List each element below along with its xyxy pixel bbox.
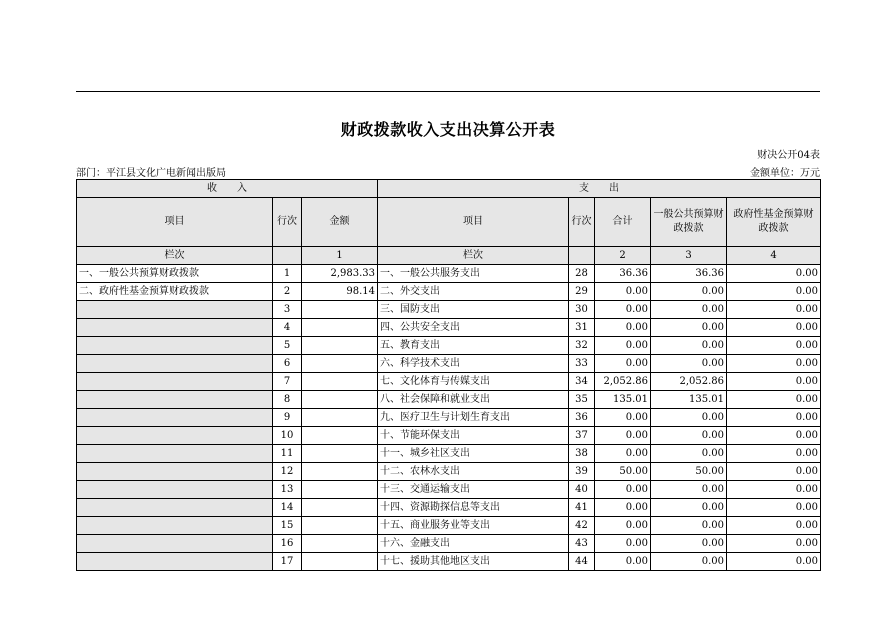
table-row: [77, 301, 821, 319]
expense-general-budget: 0.00: [651, 535, 727, 553]
income-line-no: 1: [273, 265, 302, 283]
expense-line-no: 38: [569, 445, 595, 463]
income-line-no: 12: [273, 463, 302, 481]
table-row: [77, 265, 821, 283]
expense-item: 二、外交支出: [378, 283, 569, 301]
table-row: [77, 481, 821, 499]
table-row: [77, 427, 821, 445]
income-line-no: 8: [273, 391, 302, 409]
expense-general-budget: 50.00: [651, 463, 727, 481]
table-row: [77, 355, 821, 373]
table-row: [77, 535, 821, 553]
income-line-no: 17: [273, 553, 302, 571]
income-line-no: 13: [273, 481, 302, 499]
expense-total: 0.00: [595, 481, 651, 499]
col-number-2: 2: [595, 247, 651, 265]
table-row: [77, 409, 821, 427]
income-amount: [302, 499, 378, 517]
col-label-income: 栏次: [77, 247, 273, 265]
expense-item: 十五、商业服务业等支出: [378, 517, 569, 535]
table-row: [77, 373, 821, 391]
income-line-no: 15: [273, 517, 302, 535]
income-line-header: 行次: [273, 198, 302, 247]
table-row: [77, 499, 821, 517]
header-row-sections: [77, 180, 821, 198]
expense-gov-fund: 0.00: [727, 319, 821, 337]
expense-total: 0.00: [595, 319, 651, 337]
page-title: 财政拨款收入支出决算公开表: [340, 120, 556, 139]
expense-general-budget: 0.00: [651, 355, 727, 373]
expense-line-no: 29: [569, 283, 595, 301]
expense-total: 36.36: [595, 265, 651, 283]
expense-item-header: 项目: [378, 198, 569, 247]
expense-gov-fund: 0.00: [727, 337, 821, 355]
expense-gov-fund: 0.00: [727, 265, 821, 283]
income-amount-header: 金额: [302, 198, 378, 247]
expense-total: 0.00: [595, 499, 651, 517]
expense-line-no: 43: [569, 535, 595, 553]
expense-item: 十一、城乡社区支出: [378, 445, 569, 463]
expense-general-budget: 0.00: [651, 481, 727, 499]
income-amount: [302, 427, 378, 445]
expense-line-no: 32: [569, 337, 595, 355]
income-item: [77, 463, 273, 481]
expense-line-no: 31: [569, 319, 595, 337]
expense-gov-fund: 0.00: [727, 553, 821, 571]
expense-gov-fund: 0.00: [727, 391, 821, 409]
expense-gov-fund: 0.00: [727, 445, 821, 463]
expense-total: 0.00: [595, 553, 651, 571]
table-row: [77, 463, 821, 481]
expense-general-budget: 0.00: [651, 337, 727, 355]
expense-gov-fund: 0.00: [727, 373, 821, 391]
expense-line-no: 34: [569, 373, 595, 391]
income-item: [77, 535, 273, 553]
col-number-1: 1: [302, 247, 378, 265]
header-row-column-numbers: [77, 247, 821, 265]
income-line-no: 4: [273, 319, 302, 337]
expense-line-no: 40: [569, 481, 595, 499]
col-number-3: 3: [651, 247, 727, 265]
income-item: [77, 409, 273, 427]
expense-line-header: 行次: [569, 198, 595, 247]
expense-gov-fund: 0.00: [727, 301, 821, 319]
income-amount: [302, 301, 378, 319]
income-item: [77, 373, 273, 391]
table-row: [77, 517, 821, 535]
table-row: [77, 319, 821, 337]
income-amount: [302, 373, 378, 391]
general-budget-header: 一般公共预算财政拨款: [651, 198, 727, 247]
expense-general-budget: 0.00: [651, 427, 727, 445]
expense-line-no: 39: [569, 463, 595, 481]
expense-line-no: 37: [569, 427, 595, 445]
expense-total: 0.00: [595, 355, 651, 373]
expense-item: 十六、金融支出: [378, 535, 569, 553]
income-item: [77, 319, 273, 337]
income-amount: [302, 481, 378, 499]
expense-line-no: 35: [569, 391, 595, 409]
expense-item: 十二、农林水支出: [378, 463, 569, 481]
expense-line-no: 28: [569, 265, 595, 283]
table-row: [77, 553, 821, 571]
income-item: [77, 499, 273, 517]
expense-general-budget: 0.00: [651, 301, 727, 319]
table-row: [77, 445, 821, 463]
income-amount: [302, 409, 378, 427]
income-amount: 2,983.33: [302, 265, 378, 283]
income-amount: [302, 391, 378, 409]
expense-total: 0.00: [595, 427, 651, 445]
income-item: 二、政府性基金预算财政拨款: [77, 283, 273, 301]
expense-item: 一、一般公共服务支出: [378, 265, 569, 283]
income-item: [77, 427, 273, 445]
header-row-columns: [77, 198, 821, 247]
income-amount: [302, 319, 378, 337]
expense-item: 三、国防支出: [378, 301, 569, 319]
expense-total: 0.00: [595, 535, 651, 553]
expense-total: 0.00: [595, 301, 651, 319]
expense-gov-fund: 0.00: [727, 535, 821, 553]
income-line-no: 6: [273, 355, 302, 373]
expense-gov-fund: 0.00: [727, 427, 821, 445]
income-item: [77, 481, 273, 499]
expense-gov-fund: 0.00: [727, 355, 821, 373]
income-amount: [302, 553, 378, 571]
col-blank: [569, 247, 595, 265]
income-item: 一、一般公共预算财政拨款: [77, 265, 273, 283]
expense-line-no: 36: [569, 409, 595, 427]
income-amount: 98.14: [302, 283, 378, 301]
income-line-no: 2: [273, 283, 302, 301]
expense-item: 九、医疗卫生与计划生育支出: [378, 409, 569, 427]
income-line-no: 9: [273, 409, 302, 427]
form-number: 财决公开04表: [757, 150, 820, 161]
expense-gov-fund: 0.00: [727, 499, 821, 517]
income-line-no: 14: [273, 499, 302, 517]
income-amount: [302, 355, 378, 373]
expense-line-no: 44: [569, 553, 595, 571]
report-table: [76, 179, 821, 571]
expense-total: 0.00: [595, 283, 651, 301]
expense-gov-fund: 0.00: [727, 409, 821, 427]
expense-general-budget: 0.00: [651, 517, 727, 535]
income-amount: [302, 445, 378, 463]
income-amount: [302, 517, 378, 535]
expense-line-no: 33: [569, 355, 595, 373]
income-line-no: 7: [273, 373, 302, 391]
expense-gov-fund: 0.00: [727, 463, 821, 481]
expense-line-no: 41: [569, 499, 595, 517]
income-line-no: 3: [273, 301, 302, 319]
expense-general-budget: 0.00: [651, 319, 727, 337]
expense-item: 十四、资源勘探信息等支出: [378, 499, 569, 517]
expense-item: 七、文化体育与传媒支出: [378, 373, 569, 391]
expense-total: 2,052.86: [595, 373, 651, 391]
expense-item: 十、节能环保支出: [378, 427, 569, 445]
expense-general-budget: 0.00: [651, 283, 727, 301]
top-divider: [76, 91, 820, 92]
income-amount: [302, 535, 378, 553]
income-item-header: 项目: [77, 198, 273, 247]
income-item: [77, 337, 273, 355]
income-line-no: 10: [273, 427, 302, 445]
expense-gov-fund: 0.00: [727, 481, 821, 499]
expense-general-budget: 135.01: [651, 391, 727, 409]
income-amount: [302, 337, 378, 355]
expense-general-budget: 0.00: [651, 409, 727, 427]
expense-item: 六、科学技术支出: [378, 355, 569, 373]
income-item: [77, 553, 273, 571]
col-number-4: 4: [727, 247, 821, 265]
department-label: 部门：平江县文化广电新闻出版局: [76, 168, 226, 179]
expense-general-budget: 0.00: [651, 445, 727, 463]
income-item: [77, 517, 273, 535]
expense-total: 135.01: [595, 391, 651, 409]
table-row: [77, 391, 821, 409]
income-line-no: 5: [273, 337, 302, 355]
table-row: [77, 283, 821, 301]
income-line-no: 11: [273, 445, 302, 463]
expense-total: 0.00: [595, 409, 651, 427]
expense-total: 0.00: [595, 337, 651, 355]
expense-total: 0.00: [595, 517, 651, 535]
expense-general-budget: 2,052.86: [651, 373, 727, 391]
expense-item: 四、公共安全支出: [378, 319, 569, 337]
col-label-expense: 栏次: [378, 247, 569, 265]
expense-general-budget: 0.00: [651, 553, 727, 571]
gov-fund-header: 政府性基金预算财政拨款: [727, 198, 821, 247]
expense-section-header: 支 出: [378, 180, 821, 198]
expense-item: 八、社会保障和就业支出: [378, 391, 569, 409]
income-item: [77, 301, 273, 319]
expense-line-no: 30: [569, 301, 595, 319]
amount-unit-label: 金额单位：万元: [750, 168, 820, 179]
expense-general-budget: 0.00: [651, 499, 727, 517]
expense-item: 十七、援助其他地区支出: [378, 553, 569, 571]
total-header: 合计: [595, 198, 651, 247]
expense-item: 十三、交通运输支出: [378, 481, 569, 499]
table-row: [77, 337, 821, 355]
expense-line-no: 42: [569, 517, 595, 535]
income-amount: [302, 463, 378, 481]
income-item: [77, 445, 273, 463]
expense-total: 50.00: [595, 463, 651, 481]
income-line-no: 16: [273, 535, 302, 553]
expense-gov-fund: 0.00: [727, 517, 821, 535]
income-item: [77, 355, 273, 373]
expense-general-budget: 36.36: [651, 265, 727, 283]
income-section-header: 收 入: [77, 180, 378, 198]
expense-item: 五、教育支出: [378, 337, 569, 355]
expense-gov-fund: 0.00: [727, 283, 821, 301]
expense-total: 0.00: [595, 445, 651, 463]
col-blank: [273, 247, 302, 265]
income-item: [77, 391, 273, 409]
